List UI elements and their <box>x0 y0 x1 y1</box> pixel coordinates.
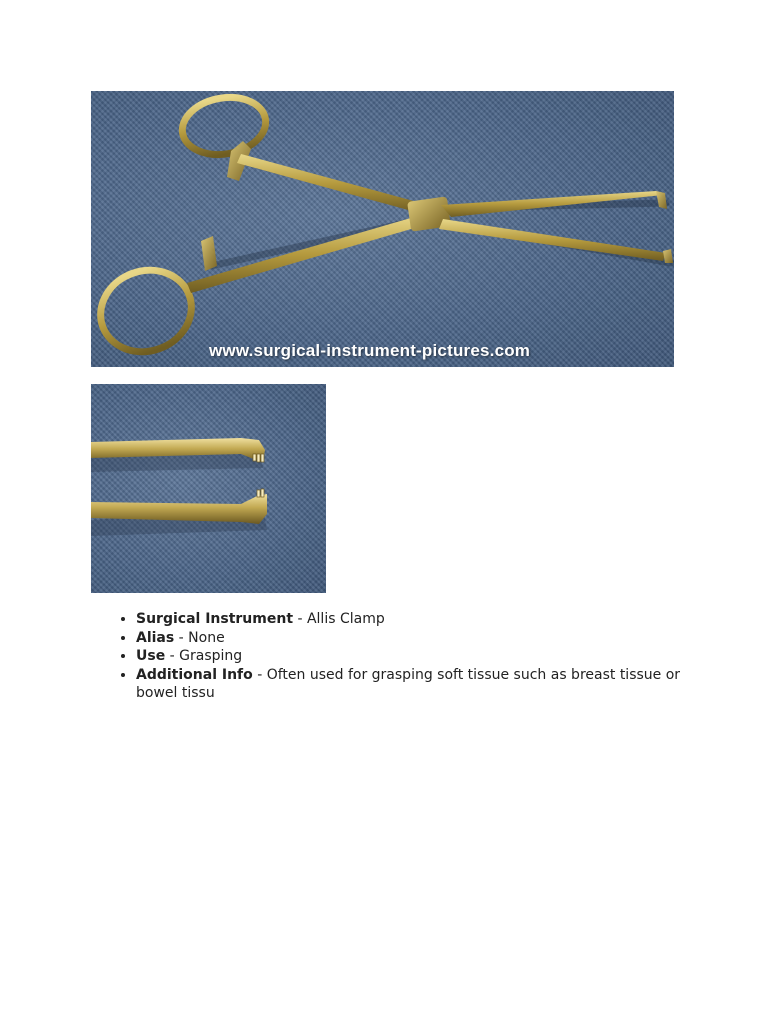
info-value: None <box>188 629 225 646</box>
info-value: Grasping <box>179 648 243 664</box>
info-label: Alias <box>136 629 175 646</box>
info-label: Use <box>136 648 166 664</box>
watermark-text: www.surgical-instrument-pictures.com <box>209 341 531 360</box>
list-item: • Alias - None <box>136 629 716 648</box>
instrument-info-list <box>112 610 716 703</box>
instrument-photo-detail <box>91 384 326 593</box>
instrument-photo-main <box>91 91 674 367</box>
list-item: • Additional Info - Often used for grasping soft tissue such as breast tissue or bowel tissu <box>136 666 716 703</box>
info-value: Allis Clamp <box>306 611 385 627</box>
info-label: Additional Info <box>136 666 253 683</box>
info-value: Often used for grasping soft tissue such as breast tissue or bowel tissu <box>136 666 681 701</box>
info-label: Surgical Instrument <box>136 611 294 627</box>
clamp-tips-closeup <box>91 384 326 593</box>
list-item: • Use - Grasping <box>136 647 716 666</box>
allis-clamp-illustration <box>91 91 674 367</box>
list-item: • Surgical Instrument - Allis Clamp <box>136 610 716 629</box>
